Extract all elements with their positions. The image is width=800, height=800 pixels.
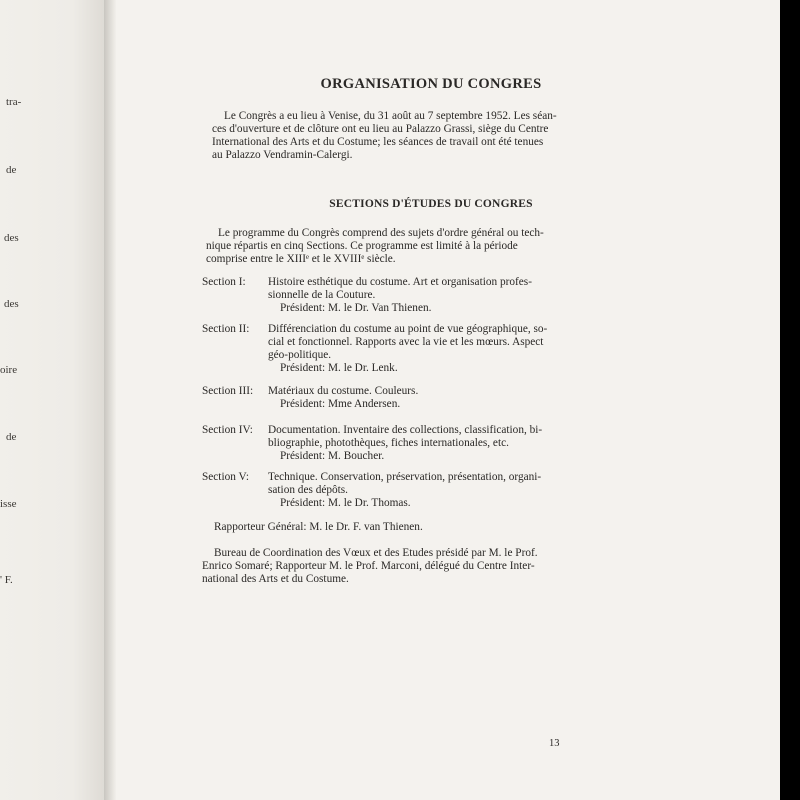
section-body bbox=[268, 471, 568, 510]
section-label: Section II: bbox=[202, 323, 250, 335]
section-line: bliographie, photothèques, fiches internationales, etc. bbox=[268, 437, 509, 449]
section-line: Histoire esthétique du costume. Art et organisation profes- bbox=[268, 276, 532, 288]
left-page-fragment: ' F. bbox=[0, 574, 13, 586]
paragraph-line: Le programme du Congrès comprend des sujets d'ordre général ou tech- bbox=[218, 227, 544, 239]
section-president: Président: M. le Dr. Thomas. bbox=[280, 497, 411, 509]
book-gutter bbox=[104, 0, 116, 800]
section-line: sation des dépôts. bbox=[268, 484, 349, 496]
section-line: Matériaux du costume. Couleurs. bbox=[268, 385, 419, 397]
section-label: Section I: bbox=[202, 276, 246, 288]
left-page-fragment: oire bbox=[0, 364, 18, 376]
left-page-fragment: des bbox=[4, 232, 19, 244]
section-line: Technique. Conservation, préservation, présentation, organi- bbox=[268, 471, 542, 483]
paragraph-line: nique répartis en cinq Sections. Ce programme est limité à la période bbox=[206, 240, 518, 252]
left-page-fragment: de bbox=[6, 164, 17, 176]
section-president: Président: M. Boucher. bbox=[280, 450, 385, 462]
program-paragraph bbox=[206, 227, 568, 266]
paragraph-line: national des Arts et du Costume. bbox=[202, 573, 349, 585]
section-president: Président: Mme Andersen. bbox=[280, 398, 401, 410]
paragraph-line: International des Arts et du Costume; les séances de travail ont été tenues bbox=[212, 136, 544, 148]
left-page-fragment: de bbox=[6, 431, 17, 443]
paragraph-line: Bureau de Coordination des Vœux et des Etudes présidé par M. le Prof. bbox=[214, 547, 538, 559]
rapporteur-line bbox=[214, 521, 568, 534]
page-number: 13 bbox=[549, 738, 560, 749]
paragraph-line: Enrico Somaré; Rapporteur M. le Prof. Marconi, délégué du Centre Inter- bbox=[202, 560, 535, 572]
section-body bbox=[268, 424, 568, 463]
section-president: Président: M. le Dr. Lenk. bbox=[280, 362, 398, 374]
section-body bbox=[268, 385, 568, 411]
section-label: Section III: bbox=[202, 385, 254, 397]
page-title: ORGANISATION DU CONGRES bbox=[320, 76, 542, 92]
left-page-fragment: isse bbox=[0, 498, 17, 510]
section-line: sionnelle de la Couture. bbox=[268, 289, 376, 301]
section-body bbox=[268, 323, 568, 375]
section-line: cial et fonctionnel. Rapports avec la vie et les mœurs. Aspect bbox=[268, 336, 544, 348]
paragraph-line: Le Congrès a eu lieu à Venise, du 31 août au 7 septembre 1952. Les séan- bbox=[224, 110, 557, 122]
section-heading: SECTIONS D'ÉTUDES DU CONGRES bbox=[329, 198, 533, 210]
left-page bbox=[0, 0, 104, 800]
paragraph-line: comprise entre le XIIIᵉ et le XVIIIᵉ siècle. bbox=[206, 253, 396, 265]
paragraph-line: Rapporteur Général: M. le Dr. F. van Thienen. bbox=[214, 521, 423, 533]
section-line: Documentation. Inventaire des collections, classification, bi- bbox=[268, 424, 543, 436]
left-page-fragment: tra- bbox=[6, 96, 22, 108]
left-page-fragment: des bbox=[4, 298, 19, 310]
section-line: Différenciation du costume au point de vue géographique, so- bbox=[268, 323, 548, 335]
right-page bbox=[116, 0, 780, 800]
bureau-paragraph bbox=[202, 547, 568, 586]
section-label: Section IV: bbox=[202, 424, 253, 436]
section-body bbox=[268, 276, 568, 315]
paragraph-line: ces d'ouverture et de clôture ont eu lieu au Palazzo Grassi, siège du Centre bbox=[212, 123, 549, 135]
section-label: Section V: bbox=[202, 471, 249, 483]
section-line: géo-politique. bbox=[268, 349, 332, 361]
section-president: Président: M. le Dr. Van Thienen. bbox=[280, 302, 432, 314]
intro-paragraph bbox=[212, 110, 568, 162]
paragraph-line: au Palazzo Vendramin-Calergi. bbox=[212, 149, 353, 161]
